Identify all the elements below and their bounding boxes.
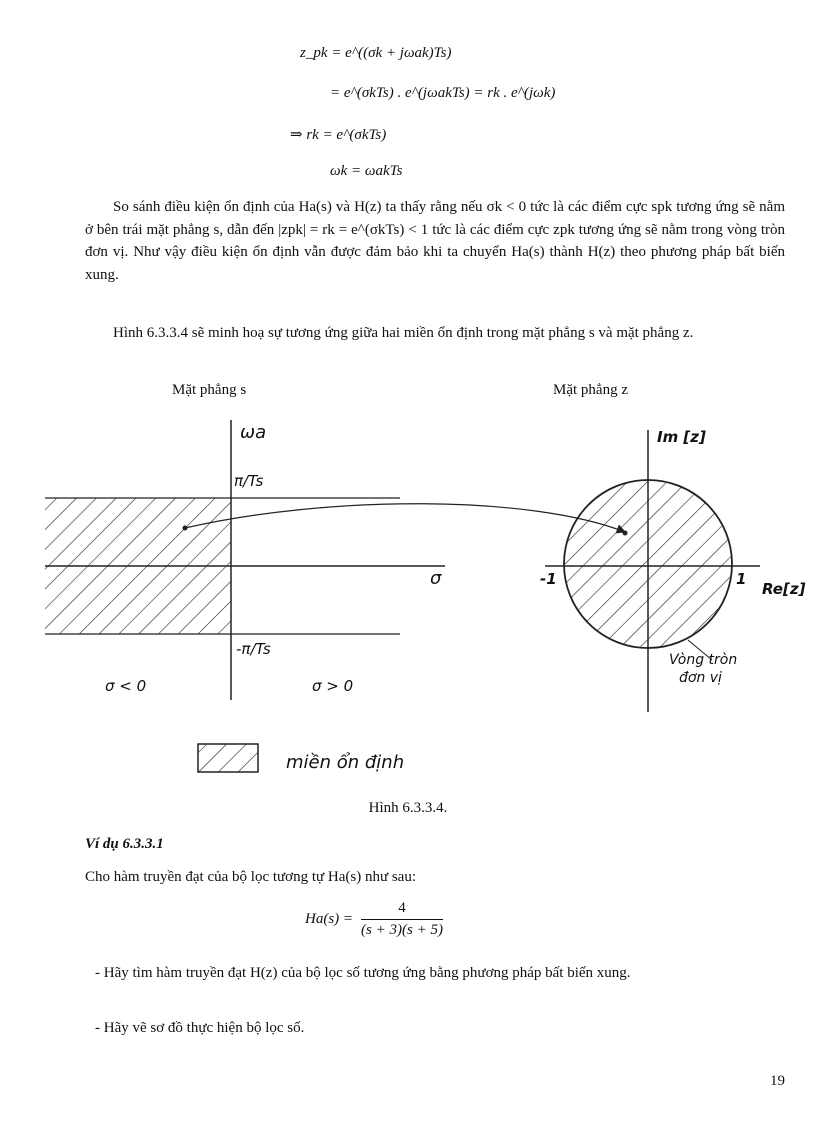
- equation-text: ωk = ωakTs: [330, 163, 403, 179]
- unit-circle-label-1: Vòng tròn: [669, 652, 738, 668]
- sigma-lt-zero-label: σ < 0: [105, 677, 147, 695]
- numerator: 4: [398, 900, 406, 916]
- example-task-2: - Hãy vẽ sơ đồ thực hiện bộ lọc số.: [95, 1020, 305, 1036]
- transfer-function-formula: [305, 900, 443, 939]
- pi-over-ts-label: π/Ts: [234, 472, 264, 490]
- legend-label: miền ổn định: [286, 752, 405, 773]
- equation-text: z_pk = e^((σk + jωak)Ts): [300, 45, 452, 61]
- example-title: Ví dụ 6.3.3.1: [85, 836, 164, 852]
- figure-caption: Hình 6.3.3.4.: [368, 800, 448, 816]
- fraction-bar: [361, 919, 443, 920]
- unit-circle-label-2: đơn vị: [679, 670, 722, 686]
- formula-lhs: Ha(s) =: [305, 911, 354, 927]
- im-axis-label: Im [z]: [657, 428, 706, 446]
- sigma-gt-zero-label: σ > 0: [312, 677, 354, 695]
- neg-pi-over-ts-label: -π/Ts: [236, 640, 271, 658]
- equation-text: = e^(σkTs) . e^(jωakTs) = rk . e^(jωk): [330, 85, 556, 101]
- z-plane-title: Mặt phẳng z: [553, 382, 628, 398]
- s-plane-title: Mặt phẳng s: [172, 382, 247, 398]
- fraction: [361, 900, 443, 939]
- page-number: 19: [770, 1073, 785, 1089]
- mapping-arrow: [185, 504, 625, 532]
- example-intro: Cho hàm truyền đạt của bộ lọc tương tự Ha(s) như sau:: [85, 869, 417, 885]
- z-pole-dot: [623, 531, 628, 536]
- legend-swatch: [198, 744, 258, 772]
- example-task-1: - Hãy tìm hàm truyền đạt H(z) của bộ lọc số tương ứng bằng phương pháp bất biến xung.: [95, 965, 631, 981]
- minus-one-label: -1: [540, 570, 557, 588]
- equation-text: ⇒ rk = e^(σkTs): [290, 127, 387, 143]
- paragraph-stability: So sánh điều kiện ổn định của Ha(s) và H(z) ta thấy rằng nếu σk < 0 tức là các điểm cực spk tương ứng sẽ nằm ở bên trái mặt phẳng s, dẫn đến |zpk| = rk = e^(σkTs) < 1 tức là các điểm cực zpk tương ứng sẽ nằm trong vòng tròn đơn vị. Như vậy điều kiện ổn định vẫn được đảm bảo khi ta chuyển Ha(s) thành H(z) theo phương pháp bất biến xung.: [85, 199, 785, 283]
- denominator: (s + 3)(s + 5): [361, 922, 443, 938]
- re-axis-label: Re[z]: [762, 580, 806, 598]
- sigma-axis-label: σ: [430, 568, 442, 589]
- one-label: 1: [736, 570, 747, 588]
- omega-axis-label: ωa: [240, 422, 267, 443]
- paragraph-figure-intro: Hình 6.3.3.4 sẽ minh hoạ sự tương ứng giữa hai miền ổn định trong mặt phẳng s và mặt phẳng z.: [113, 325, 694, 341]
